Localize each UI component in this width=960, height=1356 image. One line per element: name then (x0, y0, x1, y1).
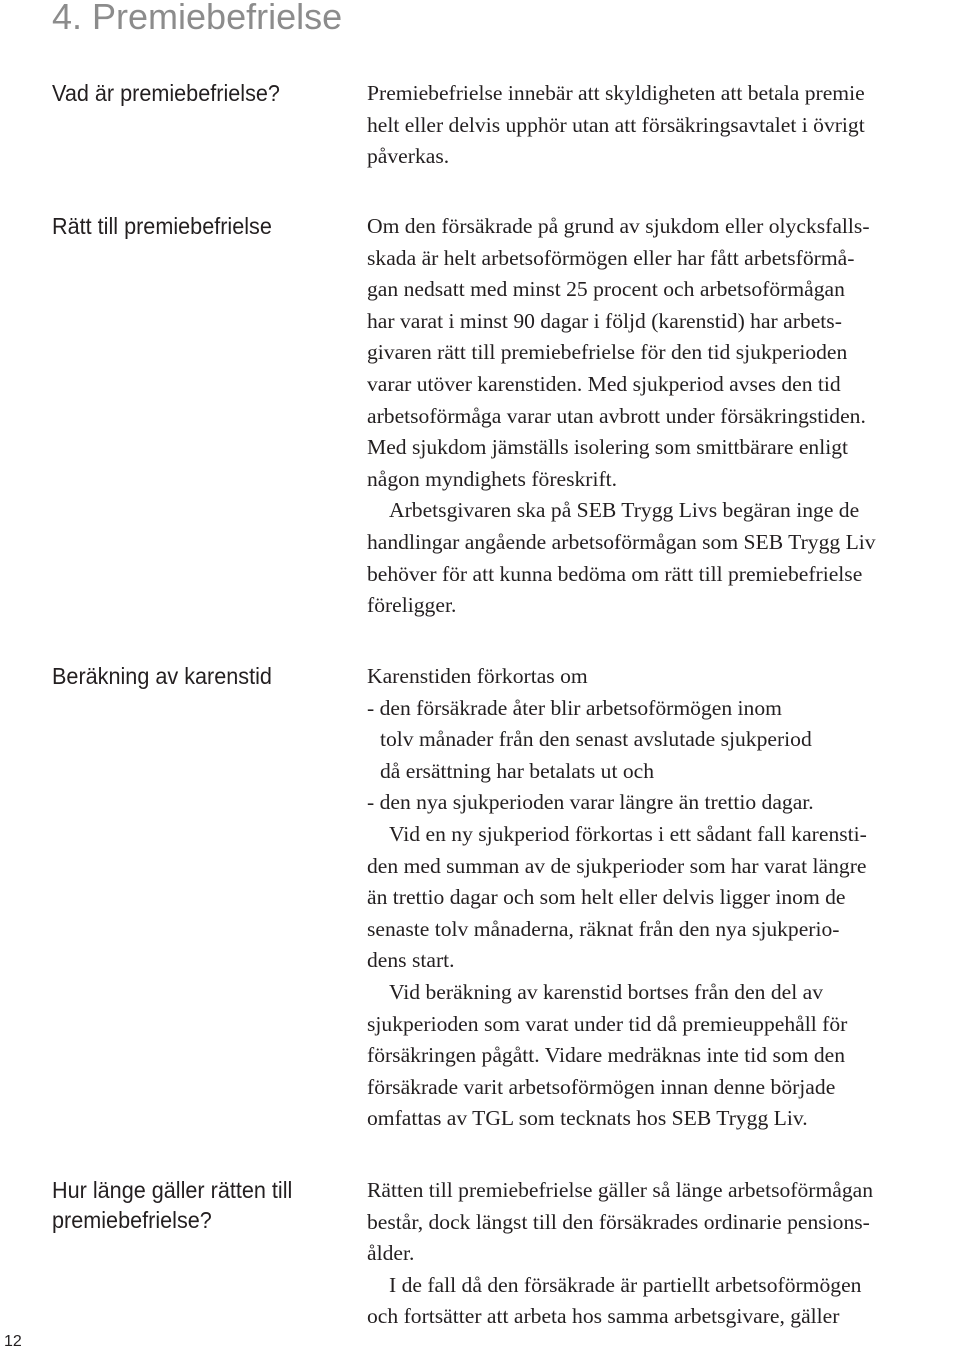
section-heading-vad-ar-premiebefrielse: Vad är premiebefrielse? (52, 80, 280, 106)
body-line: omfattas av TGL som tecknats hos SEB Trygg Liv. (367, 1106, 808, 1131)
section-heading-ratt-till-premiebefrielse: Rätt till premiebefrielse (52, 213, 272, 239)
body-line: består, dock längst till den försäkrades ordinarie pensions- (367, 1209, 870, 1234)
list-item-continuation: tolv månader från den senast avslutade sjukperiod (380, 727, 812, 752)
body-line: skada är helt arbetsoförmögen eller har fått arbetsförmå- (367, 245, 855, 270)
page-number: 12 (4, 1333, 22, 1350)
body-line: försäkringen pågått. Vidare medräknas inte tid som den (367, 1043, 846, 1068)
body-line: påverkas. (367, 144, 450, 169)
body-line: Premiebefrielse innebär att skyldigheten att betala premie (367, 81, 865, 105)
body-line: behöver för att kunna bedöma om rätt till premiebefrielse (367, 561, 863, 586)
body-line: senaste tolv månaderna, räknat från den nya sjukperio- (367, 916, 840, 941)
body-line: Om den försäkrade på grund av sjukdom eller olycksfalls- (367, 214, 870, 238)
body-line: Vid en ny sjukperiod förkortas i ett sådant fall karensti- (389, 821, 867, 846)
body-line: helt eller delvis upphör utan att försäkringsavtalet i övrigt (367, 112, 865, 137)
section-heading-hur-lange-galler-ratten (52, 1175, 328, 1235)
body-line: har varat i minst 90 dagar i följd (karenstid) har arbets- (367, 308, 842, 333)
section-body-vad-ar-premiebefrielse (367, 78, 960, 173)
body-line: Med sjukdom jämställs isolering som smittbärare enligt (367, 435, 848, 460)
body-line: än trettio dagar och som helt eller delvis ligger inom de (367, 885, 846, 910)
body-line: någon myndighets föreskrift. (367, 466, 618, 491)
chapter-title: 4. Premiebefrielse (52, 0, 343, 37)
list-item-continuation: då ersättning har betalats ut och (380, 758, 655, 783)
heading-line: premiebefrielse? (52, 1207, 212, 1233)
body-line: Karenstiden förkortas om (367, 664, 588, 688)
body-line: dens start. (367, 948, 455, 973)
heading-line: Hur länge gäller rätten till (52, 1177, 293, 1203)
body-line: försäkrade varit arbetsoförmögen innan denne började (367, 1074, 836, 1099)
body-line: Arbetsgivaren ska på SEB Trygg Livs begäran inge de (389, 498, 860, 523)
section-heading-berakning-av-karenstid: Beräkning av karenstid (52, 663, 272, 689)
body-line: och fortsätter att arbeta hos samma arbetsgivare, gäller (367, 1304, 840, 1329)
body-line: arbetsoförmåga varar utan avbrott under försäkringstiden. (367, 403, 866, 428)
section-body-hur-lange-galler-ratten (367, 1175, 960, 1333)
body-line: givaren rätt till premiebefrielse för den tid sjukperioden (367, 340, 848, 365)
list-item: - den försäkrade åter blir arbetsoförmögen inom (367, 695, 782, 720)
body-line: I de fall då den försäkrade är partiellt arbetsoförmögen (389, 1272, 862, 1297)
section-body-berakning-av-karenstid (367, 661, 960, 1135)
body-line: varar utöver karenstiden. Med sjukperiod avses den tid (367, 371, 841, 396)
body-line: den med summan av de sjukperioder som har varat längre (367, 853, 867, 878)
body-line: gan nedsatt med minst 25 procent och arbetsoförmågan (367, 277, 845, 302)
body-line: Rätten till premiebefrielse gäller så länge arbetsoförmågan (367, 1178, 874, 1202)
section-body-ratt-till-premiebefrielse (367, 211, 960, 622)
body-line: Vid beräkning av karenstid bortses från den del av (389, 979, 824, 1004)
list-item: - den nya sjukperioden varar längre än trettio dagar. (367, 790, 814, 815)
body-line: föreligger. (367, 593, 457, 618)
body-line: handlingar angående arbetsoförmågan som SEB Trygg Liv (367, 529, 876, 554)
body-line: sjukperioden som varat under tid då premieuppehåll för (367, 1011, 848, 1036)
body-line: ålder. (367, 1241, 415, 1266)
